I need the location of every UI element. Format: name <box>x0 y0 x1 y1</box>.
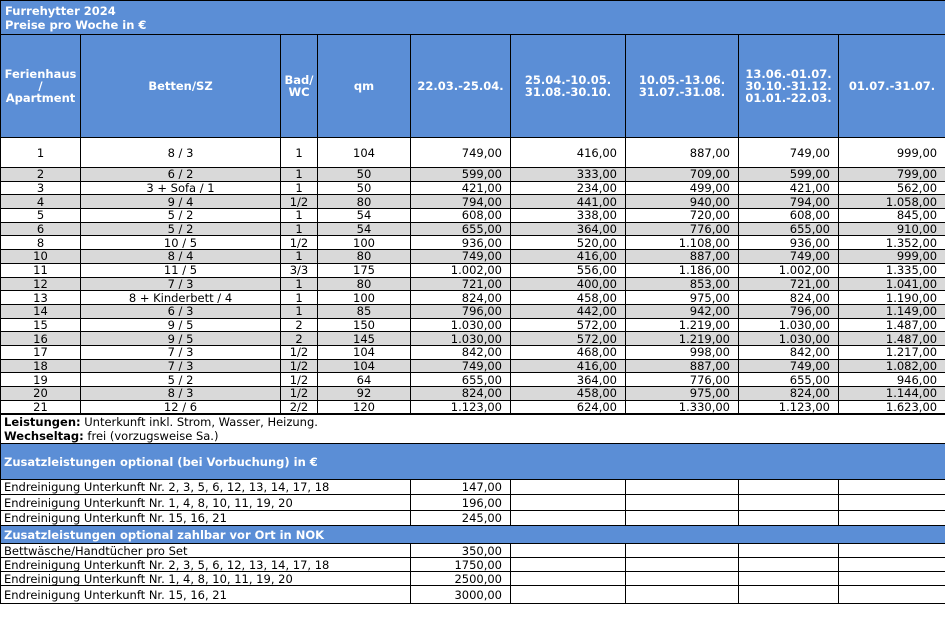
cell-beds: 7 / 3 <box>81 359 281 373</box>
cell-price-s1: 749,00 <box>411 359 511 373</box>
cell-price-s2: 416,00 <box>511 359 626 373</box>
cell-beds: 5 / 2 <box>81 209 281 223</box>
cell-beds: 10 / 5 <box>81 236 281 250</box>
cell-price-s4: 842,00 <box>739 345 839 359</box>
col-header-season-3: 10.05.-13.06. 31.07.-31.08. <box>626 35 739 138</box>
cell-price-s5: 999,00 <box>839 138 945 168</box>
cell-bath: 2 <box>281 332 318 346</box>
extras-price: 3000,00 <box>411 586 511 604</box>
cell-beds: 8 + Kinderbett / 4 <box>81 291 281 305</box>
empty-cell <box>626 586 739 604</box>
cell-house-no: 10 <box>1 250 81 264</box>
cell-house-no: 2 <box>1 168 81 182</box>
cell-price-s1: 1.030,00 <box>411 318 511 332</box>
cell-price-s2: 234,00 <box>511 181 626 195</box>
empty-cell <box>739 480 839 495</box>
extras-row <box>1 572 945 586</box>
cell-qm: 100 <box>318 236 411 250</box>
cell-price-s5: 1.149,00 <box>839 304 945 318</box>
cell-price-s3: 975,00 <box>626 291 739 305</box>
cell-price-s2: 624,00 <box>511 400 626 414</box>
empty-cell <box>511 572 626 586</box>
cell-bath: 1/2 <box>281 195 318 209</box>
cell-price-s1: 749,00 <box>411 138 511 168</box>
cell-bath: 1 <box>281 209 318 223</box>
cell-bath: 1/2 <box>281 345 318 359</box>
cell-price-s4: 655,00 <box>739 373 839 387</box>
extras-price: 147,00 <box>411 480 511 495</box>
cell-house-no: 1 <box>1 138 81 168</box>
cell-qm: 120 <box>318 400 411 414</box>
cell-bath: 1 <box>281 168 318 182</box>
cell-price-s5: 1.352,00 <box>839 236 945 250</box>
col-header-season-2: 25.04.-10.05. 31.08.-30.10. <box>511 35 626 138</box>
empty-cell <box>626 511 739 526</box>
col-header-bath: Bad/ WC <box>281 35 318 138</box>
table-row <box>1 387 945 401</box>
cell-price-s4: 936,00 <box>739 236 839 250</box>
cell-qm: 80 <box>318 250 411 264</box>
cell-price-s2: 416,00 <box>511 138 626 168</box>
cell-price-s3: 1.186,00 <box>626 263 739 277</box>
cell-qm: 54 <box>318 209 411 223</box>
extras-row <box>1 586 945 604</box>
cell-price-s3: 975,00 <box>626 387 739 401</box>
title-line-2: Preise pro Woche in € <box>5 17 147 32</box>
cell-price-s1: 608,00 <box>411 209 511 223</box>
cell-price-s1: 1.030,00 <box>411 332 511 346</box>
cell-qm: 145 <box>318 332 411 346</box>
extras-row <box>1 544 945 558</box>
cell-price-s1: 824,00 <box>411 387 511 401</box>
cell-price-s1: 824,00 <box>411 291 511 305</box>
notes-row <box>1 414 945 444</box>
col-header-season-4: 13.06.-01.07. 30.10.-31.12. 01.01.-22.03. <box>739 35 839 138</box>
cell-price-s4: 796,00 <box>739 304 839 318</box>
table-row <box>1 332 945 346</box>
cell-price-s1: 1.002,00 <box>411 263 511 277</box>
cell-price-s2: 441,00 <box>511 195 626 209</box>
cell-qm: 85 <box>318 304 411 318</box>
cell-bath: 3/3 <box>281 263 318 277</box>
extras-label: Endreinigung Unterkunft Nr. 15, 16, 21 <box>1 586 411 604</box>
cell-price-s5: 799,00 <box>839 168 945 182</box>
cell-bath: 2/2 <box>281 400 318 414</box>
cell-bath: 1 <box>281 304 318 318</box>
extras-price: 350,00 <box>411 544 511 558</box>
empty-cell <box>739 495 839 511</box>
table-row <box>1 195 945 209</box>
cell-bath: 1/2 <box>281 373 318 387</box>
cell-price-s1: 599,00 <box>411 168 511 182</box>
table-row <box>1 138 945 168</box>
extras-row <box>1 558 945 572</box>
cell-beds: 5 / 2 <box>81 222 281 236</box>
cell-qm: 104 <box>318 359 411 373</box>
cell-price-s5: 1.144,00 <box>839 387 945 401</box>
cell-bath: 2 <box>281 318 318 332</box>
empty-cell <box>739 558 839 572</box>
table-row <box>1 345 945 359</box>
col-header-beds: Betten/SZ <box>81 35 281 138</box>
extras-price: 196,00 <box>411 495 511 511</box>
cell-price-s4: 794,00 <box>739 195 839 209</box>
cell-price-s2: 442,00 <box>511 304 626 318</box>
empty-cell <box>739 586 839 604</box>
cell-qm: 54 <box>318 222 411 236</box>
empty-cell <box>626 480 739 495</box>
cell-price-s4: 824,00 <box>739 387 839 401</box>
cell-price-s1: 721,00 <box>411 277 511 291</box>
cell-beds: 5 / 2 <box>81 373 281 387</box>
cell-price-s4: 599,00 <box>739 168 839 182</box>
cell-beds: 9 / 5 <box>81 318 281 332</box>
empty-cell <box>626 572 739 586</box>
cell-qm: 150 <box>318 318 411 332</box>
cell-bath: 1/2 <box>281 359 318 373</box>
cell-price-s1: 655,00 <box>411 222 511 236</box>
empty-cell <box>511 586 626 604</box>
table-row <box>1 400 945 414</box>
leistungen-label: Leistungen: <box>4 415 81 430</box>
extras-label: Endreinigung Unterkunft Nr. 15, 16, 21 <box>1 511 411 526</box>
cell-price-s5: 1.335,00 <box>839 263 945 277</box>
notes <box>1 414 945 444</box>
sheet-title <box>1 1 945 35</box>
title-line-1: Furrehytter 2024 <box>5 3 116 18</box>
cell-price-s3: 940,00 <box>626 195 739 209</box>
cell-price-s2: 520,00 <box>511 236 626 250</box>
cell-price-s2: 338,00 <box>511 209 626 223</box>
cell-price-s2: 572,00 <box>511 332 626 346</box>
cell-price-s3: 776,00 <box>626 222 739 236</box>
empty-cell <box>511 480 626 495</box>
cell-price-s5: 910,00 <box>839 222 945 236</box>
empty-cell <box>839 511 945 526</box>
section-heading-row <box>1 526 945 544</box>
section-heading: Zusatzleistungen optional zahlbar vor Ort in NOK <box>1 526 945 544</box>
cell-house-no: 18 <box>1 359 81 373</box>
cell-qm: 100 <box>318 291 411 305</box>
cell-price-s3: 998,00 <box>626 345 739 359</box>
table-row <box>1 168 945 182</box>
cell-qm: 104 <box>318 138 411 168</box>
cell-house-no: 8 <box>1 236 81 250</box>
cell-qm: 104 <box>318 345 411 359</box>
table-row <box>1 250 945 264</box>
cell-price-s3: 499,00 <box>626 181 739 195</box>
cell-bath: 1 <box>281 277 318 291</box>
col-header-season-1: 22.03.-25.04. <box>411 35 511 138</box>
cell-house-no: 11 <box>1 263 81 277</box>
cell-price-s5: 1.623,00 <box>839 400 945 414</box>
cell-price-s3: 720,00 <box>626 209 739 223</box>
cell-price-s5: 1.487,00 <box>839 332 945 346</box>
cell-price-s4: 1.002,00 <box>739 263 839 277</box>
cell-house-no: 15 <box>1 318 81 332</box>
cell-price-s2: 458,00 <box>511 387 626 401</box>
cell-price-s4: 749,00 <box>739 138 839 168</box>
wechseltag-label: Wechseltag: <box>4 429 84 444</box>
empty-cell <box>511 495 626 511</box>
cell-house-no: 3 <box>1 181 81 195</box>
cell-price-s3: 1.219,00 <box>626 318 739 332</box>
cell-beds: 7 / 3 <box>81 277 281 291</box>
cell-price-s2: 468,00 <box>511 345 626 359</box>
cell-price-s5: 946,00 <box>839 373 945 387</box>
cell-price-s5: 562,00 <box>839 181 945 195</box>
extras-row <box>1 495 945 511</box>
cell-qm: 175 <box>318 263 411 277</box>
cell-price-s2: 364,00 <box>511 373 626 387</box>
cell-beds: 11 / 5 <box>81 263 281 277</box>
empty-cell <box>626 558 739 572</box>
cell-qm: 50 <box>318 181 411 195</box>
empty-cell <box>839 558 945 572</box>
cell-price-s1: 749,00 <box>411 250 511 264</box>
cell-qm: 80 <box>318 277 411 291</box>
table-row <box>1 236 945 250</box>
empty-cell <box>739 544 839 558</box>
cell-beds: 12 / 6 <box>81 400 281 414</box>
empty-cell <box>511 544 626 558</box>
cell-house-no: 13 <box>1 291 81 305</box>
table-row <box>1 209 945 223</box>
cell-qm: 50 <box>318 168 411 182</box>
leistungen-text: Unterkunft inkl. Strom, Wasser, Heizung. <box>80 415 318 430</box>
empty-cell <box>839 586 945 604</box>
cell-price-s5: 1.487,00 <box>839 318 945 332</box>
cell-price-s4: 824,00 <box>739 291 839 305</box>
cell-price-s1: 794,00 <box>411 195 511 209</box>
empty-cell <box>626 544 739 558</box>
empty-cell <box>839 572 945 586</box>
cell-beds: 9 / 5 <box>81 332 281 346</box>
cell-price-s4: 749,00 <box>739 359 839 373</box>
empty-cell <box>839 495 945 511</box>
header-row <box>1 35 945 138</box>
extras-row <box>1 480 945 495</box>
cell-price-s3: 887,00 <box>626 250 739 264</box>
cell-beds: 6 / 3 <box>81 304 281 318</box>
cell-price-s5: 1.217,00 <box>839 345 945 359</box>
empty-cell <box>626 495 739 511</box>
cell-beds: 9 / 4 <box>81 195 281 209</box>
cell-bath: 1/2 <box>281 236 318 250</box>
cell-price-s4: 749,00 <box>739 250 839 264</box>
cell-price-s3: 887,00 <box>626 359 739 373</box>
cell-bath: 1 <box>281 222 318 236</box>
col-header-season-5: 01.07.-31.07. <box>839 35 945 138</box>
cell-price-s4: 1.123,00 <box>739 400 839 414</box>
cell-price-s5: 1.082,00 <box>839 359 945 373</box>
cell-beds: 8 / 4 <box>81 250 281 264</box>
wechseltag-text: frei (vorzugsweise Sa.) <box>83 429 219 444</box>
extras-price: 245,00 <box>411 511 511 526</box>
table-row <box>1 222 945 236</box>
cell-price-s5: 1.190,00 <box>839 291 945 305</box>
cell-qm: 64 <box>318 373 411 387</box>
cell-price-s3: 1.330,00 <box>626 400 739 414</box>
table-row <box>1 373 945 387</box>
cell-price-s4: 608,00 <box>739 209 839 223</box>
cell-house-no: 21 <box>1 400 81 414</box>
cell-price-s2: 458,00 <box>511 291 626 305</box>
cell-house-no: 6 <box>1 222 81 236</box>
cell-qm: 80 <box>318 195 411 209</box>
cell-house-no: 4 <box>1 195 81 209</box>
cell-beds: 7 / 3 <box>81 345 281 359</box>
cell-price-s2: 572,00 <box>511 318 626 332</box>
table-row <box>1 304 945 318</box>
section-heading: Zusatzleistungen optional (bei Vorbuchung) in € <box>1 444 945 480</box>
cell-bath: 1 <box>281 250 318 264</box>
empty-cell <box>511 558 626 572</box>
cell-price-s2: 416,00 <box>511 250 626 264</box>
cell-house-no: 17 <box>1 345 81 359</box>
empty-cell <box>739 572 839 586</box>
empty-cell <box>739 511 839 526</box>
cell-price-s2: 333,00 <box>511 168 626 182</box>
cell-price-s3: 1.219,00 <box>626 332 739 346</box>
cell-beds: 8 / 3 <box>81 138 281 168</box>
cell-house-no: 19 <box>1 373 81 387</box>
empty-cell <box>839 480 945 495</box>
cell-house-no: 5 <box>1 209 81 223</box>
cell-house-no: 14 <box>1 304 81 318</box>
col-header-qm: qm <box>318 35 411 138</box>
cell-beds: 3 + Sofa / 1 <box>81 181 281 195</box>
cell-bath: 1/2 <box>281 387 318 401</box>
col-header-house: Ferienhaus / Apartment <box>1 35 81 138</box>
cell-price-s1: 936,00 <box>411 236 511 250</box>
cell-price-s4: 721,00 <box>739 277 839 291</box>
cell-beds: 6 / 2 <box>81 168 281 182</box>
cell-price-s1: 421,00 <box>411 181 511 195</box>
cell-price-s5: 1.041,00 <box>839 277 945 291</box>
cell-price-s5: 845,00 <box>839 209 945 223</box>
extras-row <box>1 511 945 526</box>
table-row <box>1 181 945 195</box>
cell-price-s1: 655,00 <box>411 373 511 387</box>
cell-bath: 1 <box>281 181 318 195</box>
cell-price-s2: 400,00 <box>511 277 626 291</box>
section-heading-row <box>1 444 945 480</box>
cell-price-s4: 655,00 <box>739 222 839 236</box>
cell-bath: 1 <box>281 138 318 168</box>
table-row <box>1 291 945 305</box>
cell-price-s1: 842,00 <box>411 345 511 359</box>
extras-price: 1750,00 <box>411 558 511 572</box>
extras-label: Bettwäsche/Handtücher pro Set <box>1 544 411 558</box>
extras-label: Endreinigung Unterkunft Nr. 1, 4, 8, 10, 11, 19, 20 <box>1 572 411 586</box>
extras-label: Endreinigung Unterkunft Nr. 1, 4, 8, 10, 11, 19, 20 <box>1 495 411 511</box>
table-row <box>1 277 945 291</box>
cell-price-s4: 1.030,00 <box>739 318 839 332</box>
table-row <box>1 359 945 373</box>
cell-house-no: 20 <box>1 387 81 401</box>
cell-price-s3: 853,00 <box>626 277 739 291</box>
empty-cell <box>511 511 626 526</box>
cell-price-s3: 887,00 <box>626 138 739 168</box>
cell-price-s3: 709,00 <box>626 168 739 182</box>
cell-price-s4: 421,00 <box>739 181 839 195</box>
cell-beds: 8 / 3 <box>81 387 281 401</box>
cell-price-s1: 1.123,00 <box>411 400 511 414</box>
cell-price-s1: 796,00 <box>411 304 511 318</box>
table-row <box>1 263 945 277</box>
empty-cell <box>839 544 945 558</box>
extras-label: Endreinigung Unterkunft Nr. 2, 3, 5, 6, 12, 13, 14, 17, 18 <box>1 558 411 572</box>
cell-price-s3: 776,00 <box>626 373 739 387</box>
cell-price-s3: 942,00 <box>626 304 739 318</box>
extras-label: Endreinigung Unterkunft Nr. 2, 3, 5, 6, 12, 13, 14, 17, 18 <box>1 480 411 495</box>
cell-price-s5: 1.058,00 <box>839 195 945 209</box>
cell-house-no: 12 <box>1 277 81 291</box>
cell-qm: 92 <box>318 387 411 401</box>
cell-price-s2: 556,00 <box>511 263 626 277</box>
extras-price: 2500,00 <box>411 572 511 586</box>
cell-house-no: 16 <box>1 332 81 346</box>
cell-price-s3: 1.108,00 <box>626 236 739 250</box>
cell-price-s5: 999,00 <box>839 250 945 264</box>
table-row <box>1 318 945 332</box>
cell-bath: 1 <box>281 291 318 305</box>
cell-price-s2: 364,00 <box>511 222 626 236</box>
cell-price-s4: 1.030,00 <box>739 332 839 346</box>
